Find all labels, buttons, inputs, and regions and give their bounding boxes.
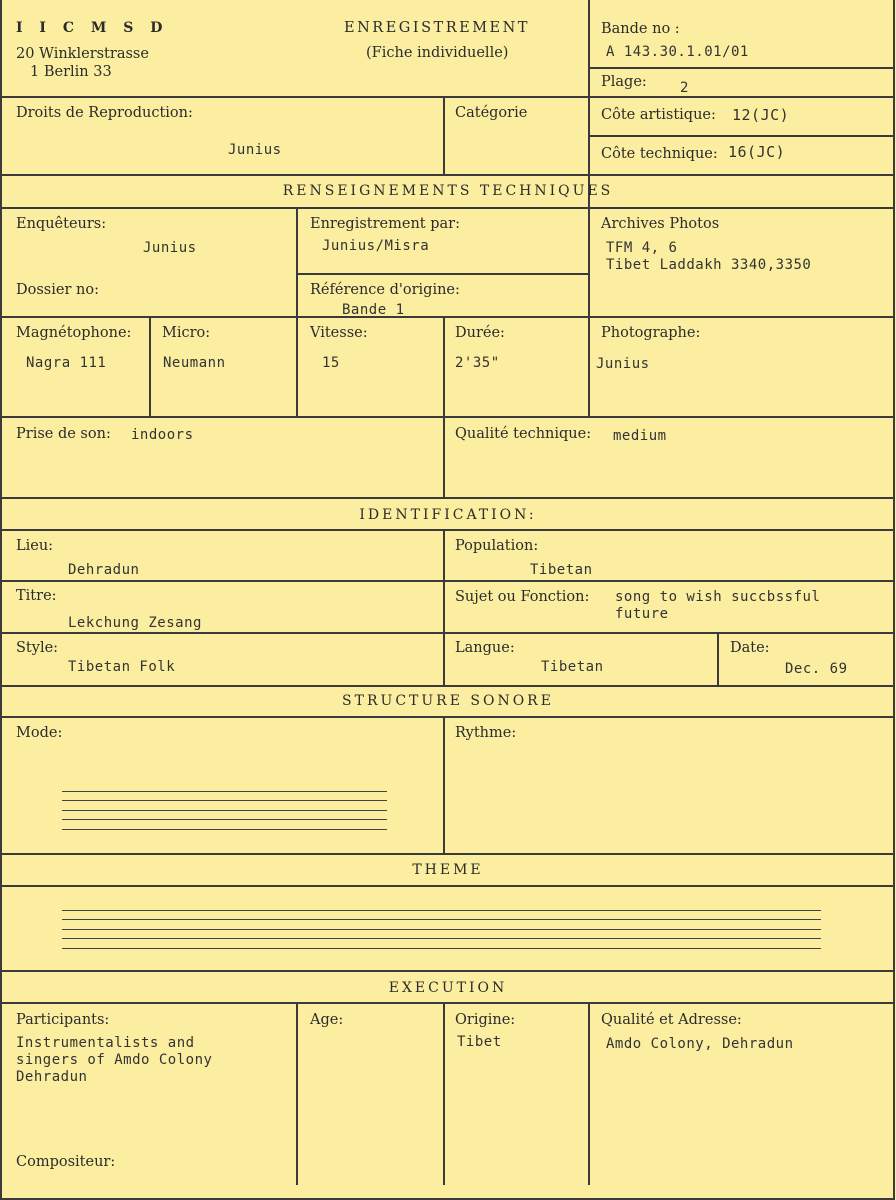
cote-divider [588, 135, 894, 137]
population-value: Tibetan [530, 562, 593, 578]
enregistrement-value: Junius/Misra [322, 238, 430, 254]
cote-technique-value: 16(JC) [728, 143, 786, 161]
bande-label: Bande no : [601, 21, 680, 37]
micro-label: Micro: [162, 325, 211, 341]
mode-label: Mode: [16, 725, 63, 741]
vitesse-label: Vitesse: [310, 325, 368, 341]
titre-label: Titre: [16, 588, 57, 604]
style-label: Style: [16, 640, 59, 656]
prise-value: indoors [131, 427, 194, 443]
plage-label: Plage: [601, 74, 647, 90]
duree-label: Durée: [455, 325, 505, 341]
style-value: Tibetan Folk [68, 659, 176, 675]
theme-staff-line [62, 919, 821, 920]
dossier-label: Dossier no: [16, 282, 99, 298]
date-label: Date: [730, 640, 770, 656]
date-value: Dec. 69 [785, 661, 848, 677]
bottom-border [0, 1198, 894, 1200]
identification-bottom-line [0, 685, 894, 687]
org-logo: I I C M S D [16, 20, 169, 36]
technique-heading: RENSEIGNEMENTS TECHNIQUES [282, 183, 614, 199]
cote-artistique-value: 12(JC) [732, 106, 790, 124]
cote-artistique-label: Côte artistique: [601, 107, 716, 123]
bande-value: A 143.30.1.01/01 [606, 44, 749, 60]
theme-staff-line [62, 938, 821, 939]
org-address-line-2: 1 Berlin 33 [30, 64, 112, 80]
execution-heading: EXECUTION [388, 980, 508, 996]
age-divider [296, 1002, 298, 1185]
magnetophone-value: Nagra 111 [26, 355, 107, 371]
sujet-value-line-1: song to wish succbssful [615, 589, 821, 605]
photographe-label: Photographe: [601, 325, 701, 341]
org-address-line-1: 20 Winklerstrasse [16, 46, 149, 62]
structure-heading-bottom [0, 716, 894, 718]
reference-label: Référence d'origine: [310, 282, 460, 298]
theme-heading: THEME [412, 862, 484, 878]
prise-top-line [0, 416, 894, 418]
execution-heading-bottom [0, 1002, 894, 1004]
participants-value-line-1: Instrumentalists and [16, 1035, 195, 1051]
vitesse-value: 15 [322, 355, 340, 371]
theme-heading-bottom [0, 885, 894, 887]
enregistrement-label: Enregistrement par: [310, 216, 460, 232]
origine-label: Origine: [455, 1012, 516, 1028]
age-label: Age: [310, 1012, 344, 1028]
ident-divider [443, 529, 445, 685]
origine-divider [443, 1002, 445, 1185]
droits-value: Junius [228, 142, 282, 158]
cote-technique-label: Côte technique: [601, 146, 718, 162]
lieu-label: Lieu: [16, 538, 54, 554]
mode-staff-line [62, 791, 387, 792]
micro-value: Neumann [163, 355, 226, 371]
archives-value-line-2: Tibet Laddakh 3340,3350 [606, 257, 812, 273]
archives-value-line-1: TFM 4, 6 [606, 240, 678, 256]
titre-bottom-line [0, 632, 894, 634]
rights-bottom-line [0, 174, 894, 176]
duree-divider [443, 316, 445, 497]
theme-bottom-line [0, 970, 894, 972]
mode-staff-line [62, 819, 387, 820]
plage-value: 2 [680, 80, 689, 96]
qualite-technique-label: Qualité technique: [455, 426, 592, 442]
tech-col-line-1 [296, 207, 298, 416]
enqueteurs-label: Enquêteurs: [16, 216, 107, 232]
langue-value: Tibetan [541, 659, 604, 675]
archives-label: Archives Photos [601, 216, 720, 232]
bande-plage-divider [588, 67, 894, 69]
compositeur-label: Compositeur: [16, 1154, 116, 1170]
lieu-value: Dehradun [68, 562, 140, 578]
reference-top-line [296, 273, 589, 275]
participants-label: Participants: [16, 1012, 110, 1028]
right-border [893, 0, 895, 1200]
enqueteurs-value: Junius [143, 240, 197, 256]
header-bottom-line [0, 96, 894, 98]
droits-label: Droits de Reproduction: [16, 105, 193, 121]
qualite-technique-value: medium [613, 428, 667, 444]
micro-divider [149, 316, 151, 416]
adresse-divider [588, 1002, 590, 1185]
structure-bottom-line [0, 853, 894, 855]
titre-value: Lekchung Zesang [68, 615, 202, 631]
mode-rythme-divider [443, 716, 445, 854]
photographe-value: Junius [596, 356, 650, 372]
tech-col-line-2 [588, 207, 590, 416]
categorie-label: Catégorie [455, 105, 528, 121]
reference-value: Bande 1 [342, 302, 405, 318]
header-divider [588, 0, 590, 207]
tech-mid-line [0, 316, 894, 318]
mode-staff-line [62, 829, 387, 830]
identification-heading-bottom [0, 529, 894, 531]
form-subtitle: (Fiche individuelle) [366, 45, 509, 61]
categorie-divider [443, 96, 445, 174]
rythme-label: Rythme: [455, 725, 517, 741]
duree-value: 2'35" [455, 355, 500, 371]
structure-heading: STRUCTURE SONORE [342, 693, 554, 709]
magnetophone-label: Magnétophone: [16, 325, 132, 341]
theme-staff-line [62, 910, 821, 911]
langue-label: Langue: [455, 640, 515, 656]
participants-value-line-3: Dehradun [16, 1069, 88, 1085]
theme-staff-line [62, 929, 821, 930]
qualite-adresse-label: Qualité et Adresse: [601, 1012, 742, 1028]
prise-label: Prise de son: [16, 426, 111, 442]
identification-heading: IDENTIFICATION: [359, 507, 537, 523]
mode-staff-line [62, 810, 387, 811]
population-label: Population: [455, 538, 539, 554]
sujet-value-line-2: future [615, 606, 669, 622]
technique-heading-bottom [0, 207, 894, 209]
origine-value: Tibet [457, 1034, 502, 1050]
date-divider [717, 632, 719, 685]
form-title: ENREGISTREMENT [344, 20, 530, 36]
participants-value-line-2: singers of Amdo Colony [16, 1052, 213, 1068]
technique-bottom-line [0, 497, 894, 499]
lieu-bottom-line [0, 580, 894, 582]
left-border [0, 0, 2, 1200]
theme-staff-line [62, 948, 821, 949]
qualite-adresse-value: Amdo Colony, Dehradun [606, 1036, 794, 1052]
sujet-label: Sujet ou Fonction: [455, 589, 590, 605]
mode-staff-line [62, 800, 387, 801]
